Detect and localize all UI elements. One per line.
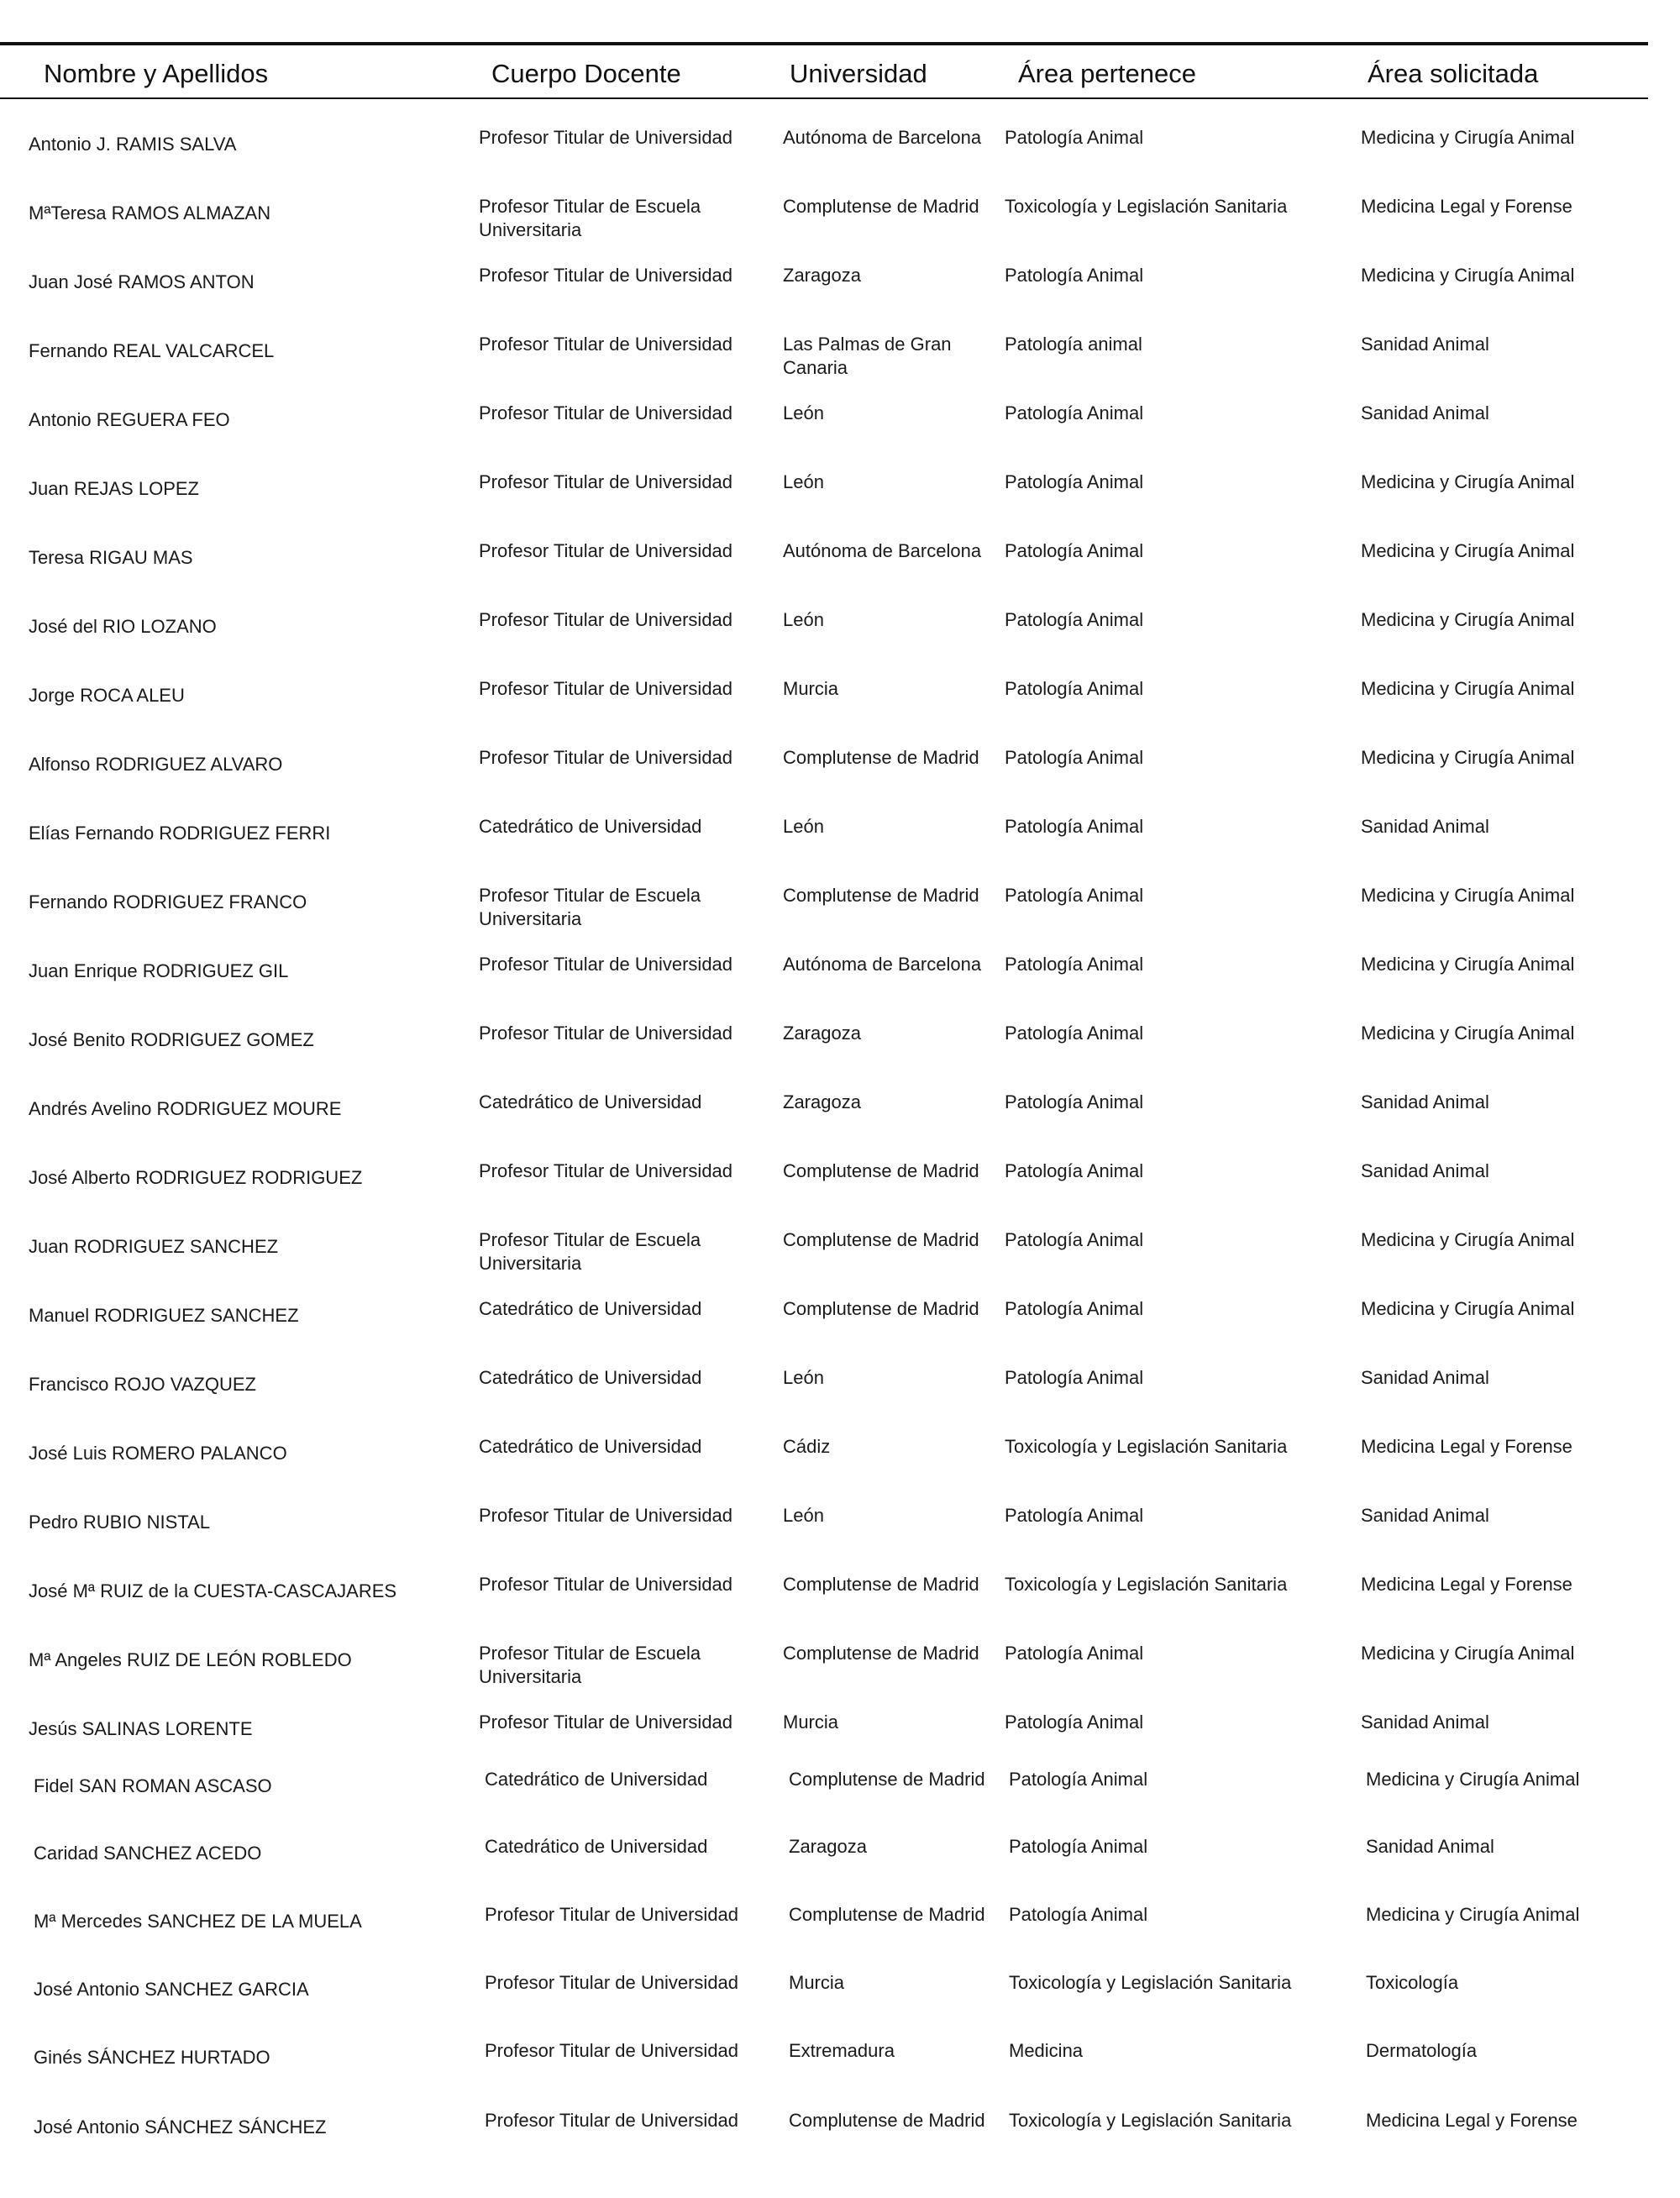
- nombre-cell: Jesús SALINAS LORENTE: [29, 1718, 253, 1739]
- area-pertenece-cell: Patología animal: [1005, 334, 1142, 355]
- column-header-universidad: Universidad: [790, 59, 927, 88]
- universidad-cell: León: [783, 1367, 824, 1388]
- area-solicitada-cell: Sanidad Animal: [1366, 1836, 1494, 1857]
- area-pertenece-cell: Patología Animal: [1005, 678, 1144, 699]
- area-solicitada-cell: Medicina y Cirugía Animal: [1366, 1904, 1580, 1925]
- table-row: [0, 746, 1680, 813]
- cuerpo-docente-cell: Profesor Titular de Escuela Universitaria: [479, 1229, 701, 1274]
- table-row: [0, 1159, 1680, 1227]
- universidad-cell: Complutense de Madrid: [789, 1904, 985, 1925]
- area-pertenece-cell: Patología Animal: [1005, 1091, 1144, 1112]
- area-pertenece-cell: Patología Animal: [1005, 1298, 1144, 1319]
- area-pertenece-cell: Patología Animal: [1005, 540, 1144, 561]
- universidad-cell: Zaragoza: [783, 1023, 861, 1044]
- cuerpo-docente-cell: Profesor Titular de Universidad: [479, 402, 733, 423]
- area-pertenece-cell: Patología Animal: [1005, 885, 1144, 906]
- nombre-cell: MªTeresa RAMOS ALMAZAN: [29, 202, 271, 223]
- cuerpo-docente-cell: Profesor Titular de Escuela Universitaria: [479, 885, 701, 929]
- nombre-cell: Fernando REAL VALCARCEL: [29, 340, 275, 361]
- table-row: [0, 953, 1680, 1020]
- area-solicitada-cell: Medicina y Cirugía Animal: [1361, 540, 1575, 561]
- table-row: [0, 1366, 1680, 1433]
- cuerpo-docente-cell: Profesor Titular de Universidad: [479, 1160, 733, 1181]
- area-solicitada-cell: Sanidad Animal: [1361, 1091, 1489, 1112]
- table-row: [0, 1435, 1680, 1502]
- table-row: [0, 402, 1680, 469]
- area-solicitada-cell: Medicina Legal y Forense: [1361, 196, 1572, 217]
- cuerpo-docente-cell: Profesor Titular de Universidad: [485, 2110, 739, 2131]
- area-solicitada-cell: Sanidad Animal: [1361, 334, 1489, 355]
- nombre-cell: José Antonio SÁNCHEZ SÁNCHEZ: [34, 2116, 327, 2138]
- table-row: [0, 471, 1680, 538]
- universidad-cell: Murcia: [783, 1712, 839, 1733]
- nombre-cell: José Benito RODRIGUEZ GOMEZ: [29, 1029, 314, 1050]
- area-solicitada-cell: Medicina Legal y Forense: [1361, 1436, 1572, 1457]
- area-solicitada-cell: Medicina y Cirugía Animal: [1361, 127, 1575, 148]
- area-pertenece-cell: Patología Animal: [1005, 1160, 1144, 1181]
- cuerpo-docente-cell: Profesor Titular de Universidad: [479, 747, 733, 768]
- universidad-cell: Zaragoza: [783, 265, 861, 286]
- nombre-cell: Pedro RUBIO NISTAL: [29, 1512, 210, 1533]
- cuerpo-docente-cell: Profesor Titular de Escuela Universitaria: [479, 1643, 701, 1687]
- cuerpo-docente-cell: Profesor Titular de Universidad: [485, 1904, 739, 1925]
- area-solicitada-cell: Medicina Legal y Forense: [1361, 1574, 1572, 1595]
- universidad-cell: León: [783, 471, 824, 492]
- table-row: [0, 1768, 1680, 1835]
- universidad-cell: Murcia: [789, 1972, 845, 1993]
- universidad-cell: Complutense de Madrid: [783, 196, 979, 217]
- nombre-cell: Manuel RODRIGUEZ SANCHEZ: [29, 1305, 299, 1326]
- area-pertenece-cell: Patología Animal: [1005, 1023, 1144, 1044]
- table-row: [0, 1642, 1680, 1709]
- nombre-cell: Antonio REGUERA FEO: [29, 409, 230, 430]
- cuerpo-docente-cell: Profesor Titular de Universidad: [479, 678, 733, 699]
- cuerpo-docente-cell: Profesor Titular de Universidad: [479, 609, 733, 630]
- universidad-cell: Complutense de Madrid: [783, 1160, 979, 1181]
- area-solicitada-cell: Medicina y Cirugía Animal: [1361, 471, 1575, 492]
- area-solicitada-cell: Medicina y Cirugía Animal: [1361, 678, 1575, 699]
- area-pertenece-cell: Toxicología y Legislación Sanitaria: [1009, 1972, 1292, 1993]
- cuerpo-docente-cell: Profesor Titular de Universidad: [479, 471, 733, 492]
- table-row: [0, 126, 1680, 193]
- nombre-cell: Mª Angeles RUIZ DE LEÓN ROBLEDO: [29, 1649, 352, 1670]
- universidad-cell: Murcia: [783, 678, 839, 699]
- universidad-cell: Zaragoza: [783, 1091, 861, 1112]
- area-pertenece-cell: Patología Animal: [1005, 954, 1144, 975]
- nombre-cell: Andrés Avelino RODRIGUEZ MOURE: [29, 1098, 342, 1119]
- table-row: [0, 1022, 1680, 1089]
- cuerpo-docente-cell: Catedrático de Universidad: [479, 1436, 702, 1457]
- table-row: [0, 1971, 1680, 2038]
- area-pertenece-cell: Patología Animal: [1005, 127, 1144, 148]
- area-pertenece-cell: Patología Animal: [1009, 1769, 1148, 1790]
- universidad-cell: Complutense de Madrid: [783, 1229, 979, 1250]
- cuerpo-docente-cell: Profesor Titular de Escuela Universitaria: [479, 196, 701, 240]
- area-solicitada-cell: Sanidad Animal: [1361, 816, 1489, 837]
- nombre-cell: Antonio J. RAMIS SALVA: [29, 134, 237, 155]
- universidad-cell: Las Palmas de Gran Canaria: [783, 334, 952, 378]
- area-solicitada-cell: Medicina y Cirugía Animal: [1361, 1298, 1575, 1319]
- universidad-cell: Cádiz: [783, 1436, 831, 1457]
- area-solicitada-cell: Medicina Legal y Forense: [1366, 2110, 1578, 2131]
- area-pertenece-cell: Patología Animal: [1005, 1643, 1144, 1664]
- column-header-nombre: Nombre y Apellidos: [44, 59, 269, 88]
- table-row: [0, 677, 1680, 744]
- nombre-cell: Caridad SANCHEZ ACEDO: [34, 1843, 262, 1864]
- universidad-cell: León: [783, 1505, 824, 1526]
- table-row: [0, 1228, 1680, 1296]
- universidad-cell: León: [783, 609, 824, 630]
- area-solicitada-cell: Sanidad Animal: [1361, 1367, 1489, 1388]
- area-pertenece-cell: Patología Animal: [1005, 1229, 1144, 1250]
- area-pertenece-cell: Patología Animal: [1005, 1367, 1144, 1388]
- area-solicitada-cell: Sanidad Animal: [1361, 1160, 1489, 1181]
- universidad-cell: Complutense de Madrid: [783, 747, 979, 768]
- area-pertenece-cell: Toxicología y Legislación Sanitaria: [1009, 2110, 1292, 2131]
- nombre-cell: Ginés SÁNCHEZ HURTADO: [34, 2047, 270, 2068]
- area-pertenece-cell: Patología Animal: [1005, 816, 1144, 837]
- area-solicitada-cell: Toxicología: [1366, 1972, 1459, 1993]
- area-pertenece-cell: Patología Animal: [1009, 1904, 1148, 1925]
- area-pertenece-cell: Patología Animal: [1005, 265, 1144, 286]
- area-solicitada-cell: Medicina y Cirugía Animal: [1361, 1643, 1575, 1664]
- universidad-cell: Autónoma de Barcelona: [783, 954, 982, 975]
- cuerpo-docente-cell: Profesor Titular de Universidad: [479, 265, 733, 286]
- area-pertenece-cell: Patología Animal: [1005, 1505, 1144, 1526]
- area-pertenece-cell: Patología Animal: [1005, 609, 1144, 630]
- table-row: [0, 1835, 1680, 1902]
- universidad-cell: León: [783, 402, 824, 423]
- cuerpo-docente-cell: Catedrático de Universidad: [485, 1836, 708, 1857]
- nombre-cell: José Antonio SANCHEZ GARCIA: [34, 1979, 309, 2000]
- cuerpo-docente-cell: Catedrático de Universidad: [479, 1298, 702, 1319]
- universidad-cell: Complutense de Madrid: [783, 1298, 979, 1319]
- cuerpo-docente-cell: Profesor Titular de Universidad: [479, 1023, 733, 1044]
- area-solicitada-cell: Medicina y Cirugía Animal: [1366, 1769, 1580, 1790]
- nombre-cell: Juan José RAMOS ANTON: [29, 271, 255, 292]
- cuerpo-docente-cell: Profesor Titular de Universidad: [479, 540, 733, 561]
- nombre-cell: Mª Mercedes SANCHEZ DE LA MUELA: [34, 1911, 362, 1932]
- nombre-cell: Fidel SAN ROMAN ASCASO: [34, 1775, 272, 1796]
- cuerpo-docente-cell: Catedrático de Universidad: [479, 1367, 702, 1388]
- table-row: [0, 195, 1680, 262]
- nombre-cell: Juan Enrique RODRIGUEZ GIL: [29, 960, 289, 981]
- nombre-cell: José del RIO LOZANO: [29, 616, 217, 637]
- nombre-cell: Teresa RIGAU MAS: [29, 547, 193, 568]
- nombre-cell: Jorge ROCA ALEU: [29, 685, 185, 706]
- area-pertenece-cell: Toxicología y Legislación Sanitaria: [1005, 1436, 1288, 1457]
- area-pertenece-cell: Toxicología y Legislación Sanitaria: [1005, 196, 1288, 217]
- cuerpo-docente-cell: Profesor Titular de Universidad: [479, 127, 733, 148]
- table-row: [0, 1091, 1680, 1158]
- area-solicitada-cell: Medicina y Cirugía Animal: [1361, 609, 1575, 630]
- area-solicitada-cell: Sanidad Animal: [1361, 402, 1489, 423]
- table-row: [0, 608, 1680, 676]
- table-row: [0, 539, 1680, 607]
- area-solicitada-cell: Medicina y Cirugía Animal: [1361, 747, 1575, 768]
- universidad-cell: León: [783, 816, 824, 837]
- table-row: [0, 2109, 1680, 2176]
- nombre-cell: Juan RODRIGUEZ SANCHEZ: [29, 1236, 279, 1257]
- table-row: [0, 1504, 1680, 1571]
- nombre-cell: Francisco ROJO VAZQUEZ: [29, 1374, 256, 1395]
- cuerpo-docente-cell: Profesor Titular de Universidad: [479, 1712, 733, 1733]
- area-solicitada-cell: Sanidad Animal: [1361, 1712, 1489, 1733]
- area-pertenece-cell: Patología Animal: [1005, 1712, 1144, 1733]
- nombre-cell: Alfonso RODRIGUEZ ALVARO: [29, 754, 283, 775]
- universidad-cell: Complutense de Madrid: [783, 885, 979, 906]
- nombre-cell: Fernando RODRIGUEZ FRANCO: [29, 891, 307, 912]
- universidad-cell: Complutense de Madrid: [783, 1643, 979, 1664]
- cuerpo-docente-cell: Catedrático de Universidad: [479, 1091, 702, 1112]
- table-row: [0, 884, 1680, 951]
- cuerpo-docente-cell: Profesor Titular de Universidad: [479, 954, 733, 975]
- table-row: [0, 1573, 1680, 1640]
- area-pertenece-cell: Patología Animal: [1005, 747, 1144, 768]
- cuerpo-docente-cell: Catedrático de Universidad: [479, 816, 702, 837]
- nombre-cell: Elías Fernando RODRIGUEZ FERRI: [29, 823, 331, 844]
- universidad-cell: Autónoma de Barcelona: [783, 127, 982, 148]
- universidad-cell: Zaragoza: [789, 1836, 867, 1857]
- area-pertenece-cell: Patología Animal: [1009, 1836, 1148, 1857]
- column-header-cuerpo-docente: Cuerpo Docente: [491, 59, 681, 88]
- universidad-cell: Extremadura: [789, 2040, 895, 2061]
- cuerpo-docente-cell: Profesor Titular de Universidad: [479, 334, 733, 355]
- table-row: [0, 815, 1680, 882]
- cuerpo-docente-cell: Profesor Titular de Universidad: [479, 1574, 733, 1595]
- table-row: [0, 264, 1680, 331]
- table-row: [0, 2039, 1680, 2106]
- area-solicitada-cell: Medicina y Cirugía Animal: [1361, 265, 1575, 286]
- area-pertenece-cell: Patología Animal: [1005, 402, 1144, 423]
- table-row: [0, 1297, 1680, 1365]
- area-pertenece-cell: Medicina: [1009, 2040, 1084, 2061]
- table-row: [0, 1903, 1680, 1970]
- area-solicitada-cell: Sanidad Animal: [1361, 1505, 1489, 1526]
- nombre-cell: José Luis ROMERO PALANCO: [29, 1443, 287, 1464]
- area-solicitada-cell: Medicina y Cirugía Animal: [1361, 1229, 1575, 1250]
- nombre-cell: José Mª RUIZ de la CUESTA-CASCAJARES: [29, 1580, 397, 1601]
- cuerpo-docente-cell: Profesor Titular de Universidad: [485, 1972, 739, 1993]
- area-pertenece-cell: Patología Animal: [1005, 471, 1144, 492]
- area-solicitada-cell: Medicina y Cirugía Animal: [1361, 1023, 1575, 1044]
- cuerpo-docente-cell: Profesor Titular de Universidad: [485, 2040, 739, 2061]
- universidad-cell: Complutense de Madrid: [789, 1769, 985, 1790]
- table-row: [0, 333, 1680, 400]
- nombre-cell: Juan REJAS LOPEZ: [29, 478, 199, 499]
- universidad-cell: Complutense de Madrid: [789, 2110, 985, 2131]
- area-solicitada-cell: Medicina y Cirugía Animal: [1361, 954, 1575, 975]
- column-header-area-solicitada: Área solicitada: [1368, 59, 1539, 88]
- area-pertenece-cell: Toxicología y Legislación Sanitaria: [1005, 1574, 1288, 1595]
- cuerpo-docente-cell: Catedrático de Universidad: [485, 1769, 708, 1790]
- area-solicitada-cell: Medicina y Cirugía Animal: [1361, 885, 1575, 906]
- cuerpo-docente-cell: Profesor Titular de Universidad: [479, 1505, 733, 1526]
- column-header-area-pertenece: Área pertenece: [1018, 59, 1196, 88]
- area-solicitada-cell: Dermatología: [1366, 2040, 1478, 2061]
- nombre-cell: José Alberto RODRIGUEZ RODRIGUEZ: [29, 1167, 363, 1188]
- universidad-cell: Autónoma de Barcelona: [783, 540, 982, 561]
- universidad-cell: Complutense de Madrid: [783, 1574, 979, 1595]
